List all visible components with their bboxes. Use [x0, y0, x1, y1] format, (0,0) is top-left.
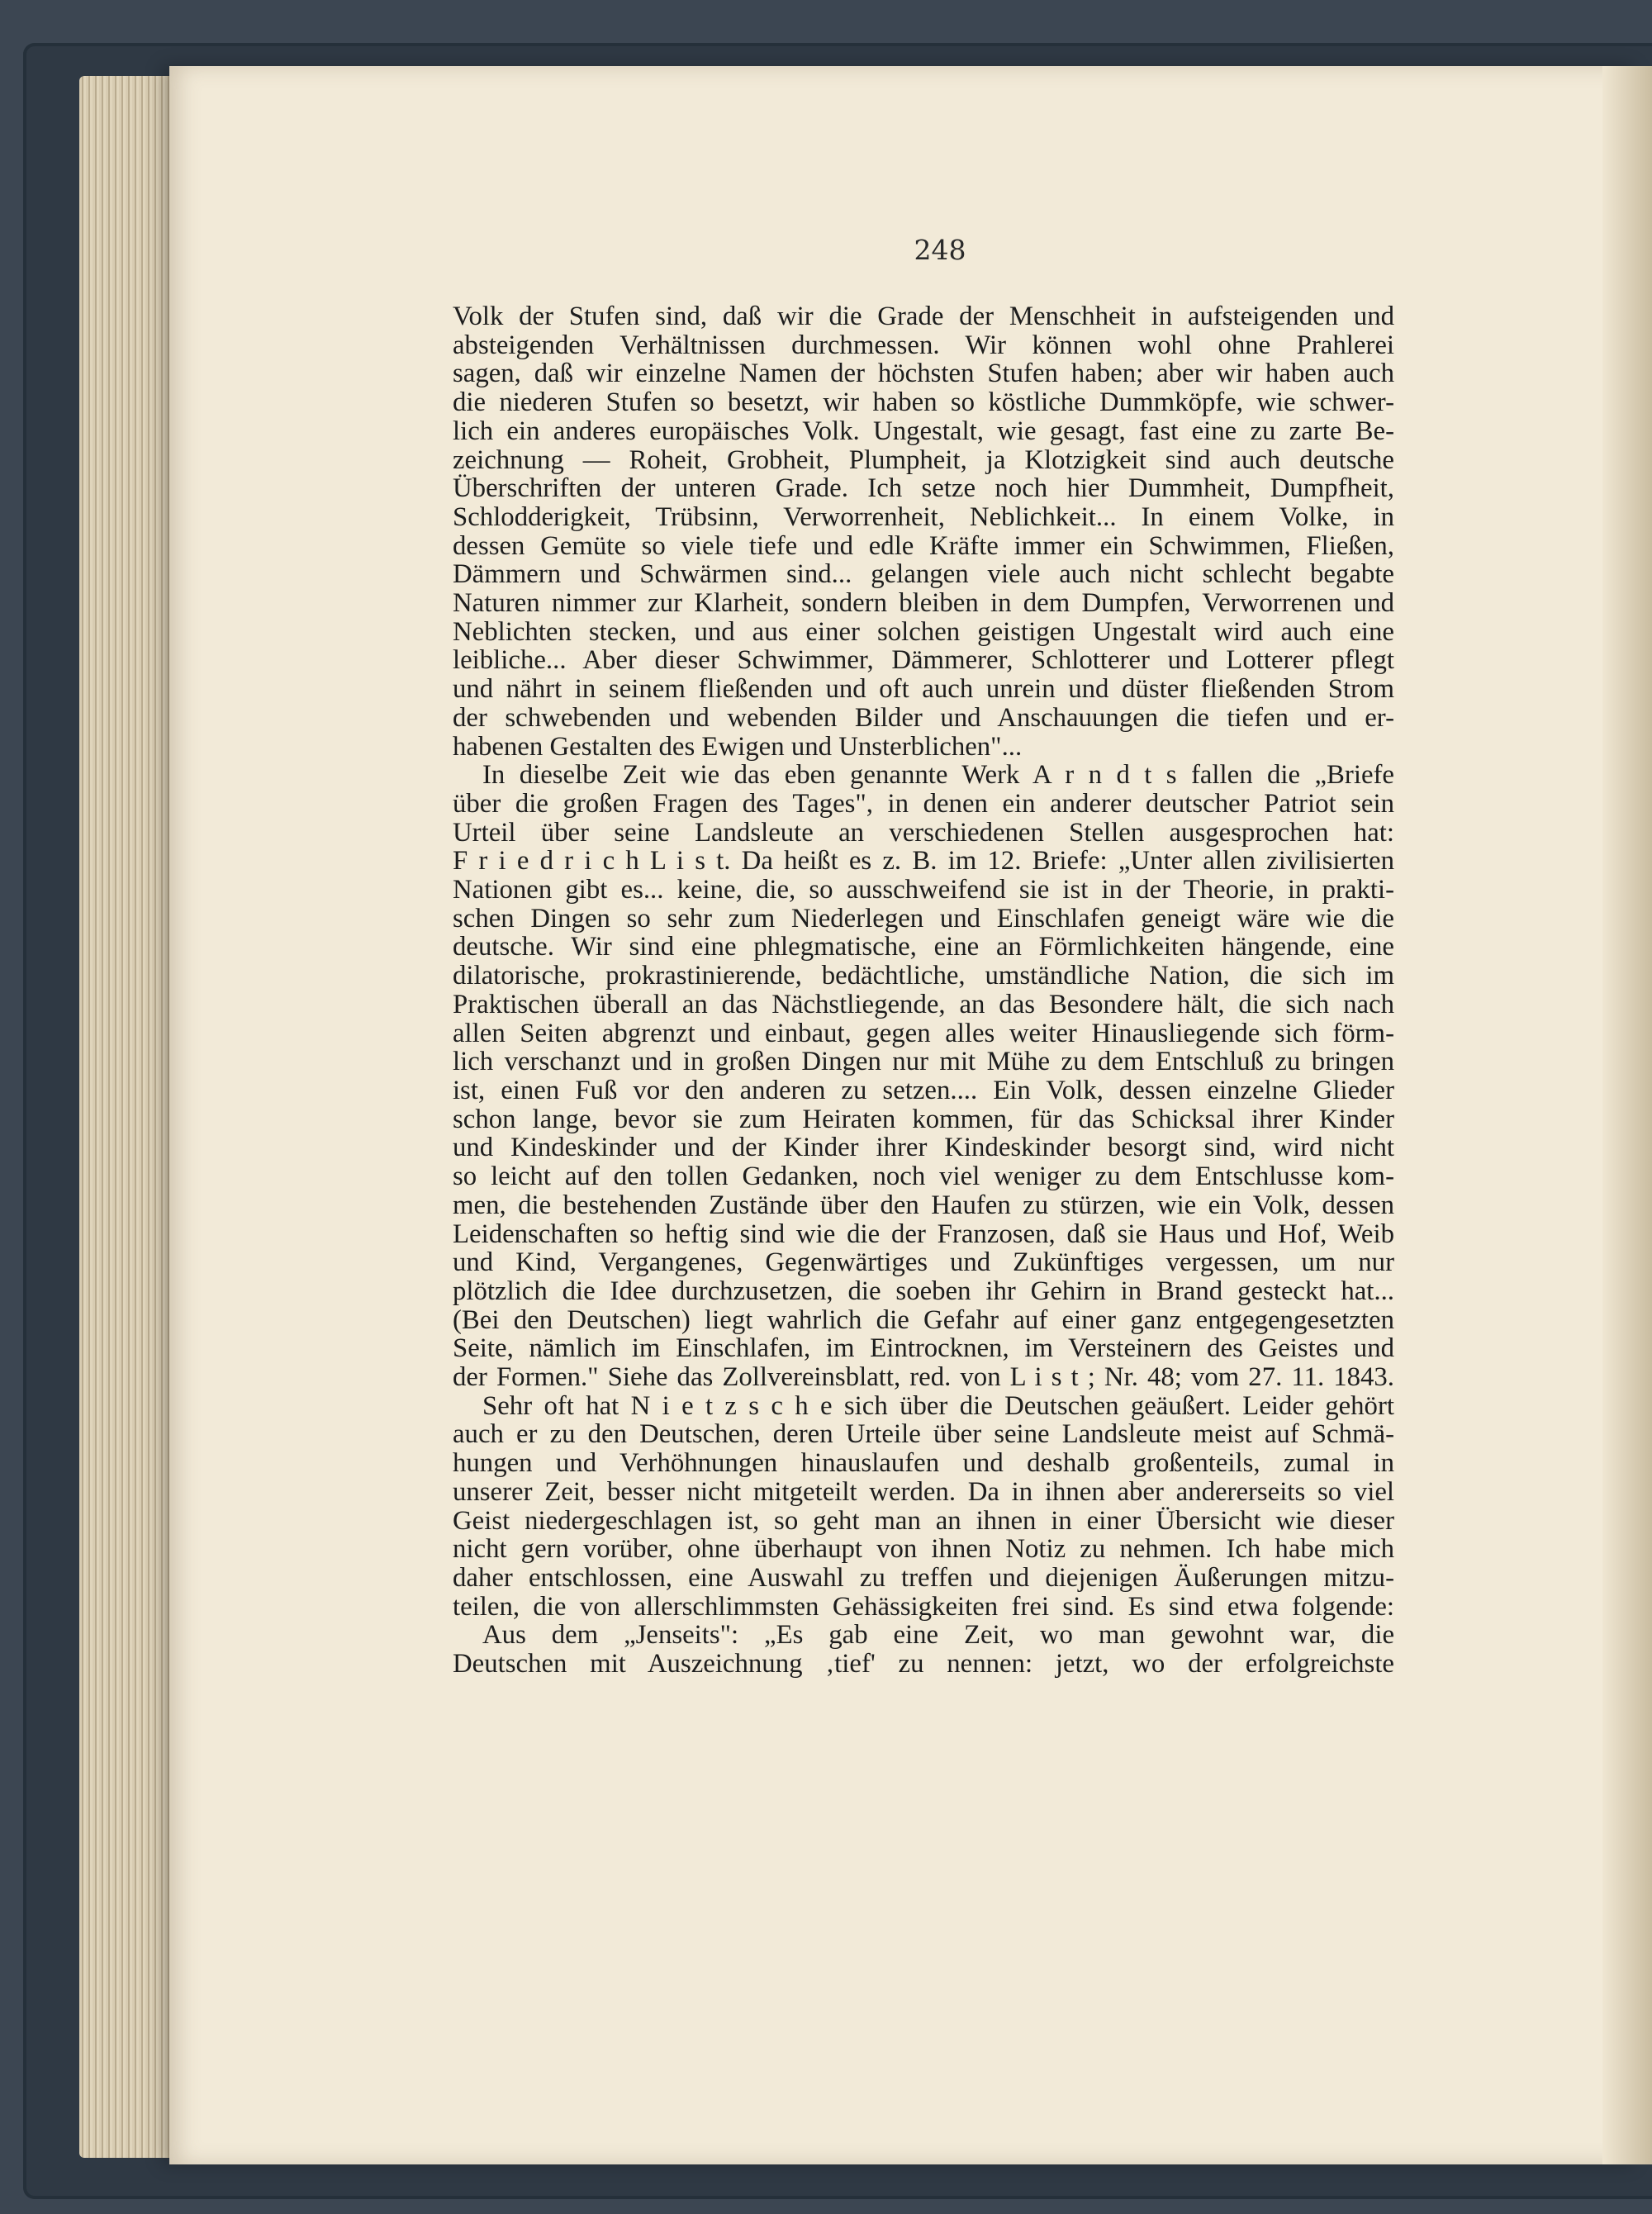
text-line: ist, einen Fuß vor den anderen zu setzen.... Ein Volk, dessen einzelne Glieder — [453, 1075, 1394, 1105]
text-line: lich ein anderes europäisches Volk. Ungestalt, wie gesagt, fast eine zu zarte Be- — [453, 416, 1394, 446]
text-line: Nationen gibt es... keine, die, so ausschweifend sie ist in der Theorie, in prakti- — [453, 875, 1394, 905]
text-line: teilen, die von allerschlimmsten Gehässigkeiten frei sind. Es sind etwa folgende: — [453, 1591, 1394, 1622]
text-line: (Bei den Deutschen) liegt wahrlich die Gefahr auf einer ganz entgegengesetzten — [453, 1304, 1394, 1335]
text-line: men, die bestehenden Zustände über den Haufen zu stürzen, wie ein Volk, dessen — [453, 1190, 1394, 1220]
body-text — [453, 302, 1394, 1679]
text-line: Aus dem „Jenseits": „Es gab eine Zeit, wo man gewohnt war, die — [482, 1620, 1394, 1651]
text-line: der schwebenden und webenden Bilder und Anschauungen die tiefen und er- — [453, 702, 1394, 733]
text-line: allen Seiten abgrenzt und einbaut, gegen alles weiter Hinausliegende sich förm- — [453, 1018, 1394, 1048]
text-line: Dämmern und Schwärmen sind... gelangen viele auch nicht schlecht begabte — [453, 559, 1394, 590]
text-line: unserer Zeit, besser nicht mitgeteilt werden. Da in ihnen aber andererseits so viel — [453, 1476, 1394, 1507]
text-line: Deutschen mit Auszeichnung ‚tief' zu nennen: jetzt, wo der erfolgreichste — [453, 1649, 1394, 1680]
text-line: dilatorische, prokrastinierende, bedächtliche, umständliche Nation, die sich im — [453, 961, 1394, 991]
text-line: und nährt in seinem fließenden und oft auch unrein und düster fließenden Strom — [453, 674, 1394, 705]
text-line: so leicht auf den tollen Gedanken, noch viel weniger zu dem Entschlusse kom- — [453, 1162, 1394, 1192]
text-line: Leidenschaften so heftig sind wie die der Franzosen, daß sie Haus und Hof, Weib — [453, 1219, 1394, 1249]
text-line: deutsche. Wir sind eine phlegmatische, eine an Förmlichkeiten hängende, eine — [453, 932, 1394, 962]
text-line: leibliche... Aber dieser Schwimmer, Dämmerer, Schlotterer und Lotterer pflegt — [453, 645, 1394, 676]
text-line: absteigenden Verhältnissen durchmessen. Wir können wohl ohne Prahlerei — [453, 330, 1394, 360]
text-line: Geist niedergeschlagen ist, so geht man an ihnen in einer Übersicht wie dieser — [453, 1505, 1394, 1536]
text-line: hungen und Verhöhnungen hinauslaufen und deshalb großenteils, zumal in — [453, 1448, 1394, 1479]
text-line: sagen, daß wir einzelne Namen der höchsten Stufen haben; aber wir haben auch — [453, 359, 1394, 389]
text-line: schen Dingen so sehr zum Niederlegen und Einschlafen geneigt wäre wie die — [453, 903, 1394, 934]
text-line: plötzlich die Idee durchzusetzen, die soeben ihr Gehirn in Brand gesteckt hat... — [453, 1276, 1394, 1306]
text-line: lich verschanzt und in großen Dingen nur mit Mühe zu dem Entschluß zu bringen — [453, 1047, 1394, 1077]
text-line: dessen Gemüte so viele tiefe und edle Kräfte immer ein Schwimmen, Fließen, — [453, 530, 1394, 561]
text-line: schon lange, bevor sie zum Heiraten kommen, für das Schicksal ihrer Kinder — [453, 1104, 1394, 1134]
text-line: Überschriften der unteren Grade. Ich setze noch hier Dummheit, Dumpfheit, — [453, 473, 1394, 504]
text-line: und Kindeskinder und der Kinder ihrer Kindeskinder besorgt sind, wird nicht — [453, 1133, 1394, 1163]
text-line: auch er zu den Deutschen, deren Urteile über seine Landsleute meist auf Schmä- — [453, 1419, 1394, 1450]
text-line: nicht gern vorüber, ohne überhaupt von ihnen Notiz zu nehmen. Ich habe mich — [453, 1534, 1394, 1565]
text-line: und Kind, Vergangenes, Gegenwärtiges und Zukünftiges vergessen, um nur — [453, 1247, 1394, 1278]
text-line: Volk der Stufen sind, daß wir die Grade der Menschheit in aufsteigenden und — [453, 302, 1394, 331]
text-line: Schlodderigkeit, Trübsinn, Verworrenheit, Neblichkeit... In einem Volke, in — [453, 501, 1394, 532]
book-gutter — [1602, 66, 1652, 2164]
text-line: habenen Gestalten des Ewigen und Unsterblichen"... — [453, 731, 1023, 762]
text-line: Urteil über seine Landsleute an verschiedenen Stellen ausgesprochen hat: — [453, 817, 1394, 848]
text-line: Naturen nimmer zur Klarheit, sondern bleiben in dem Dumpfen, Verworrenen und — [453, 588, 1394, 619]
text-line: In dieselbe Zeit wie das eben genannte Werk A r n d t s fallen die „Briefe — [482, 760, 1394, 791]
text-line: Neblichten stecken, und aus einer solchen geistigen Ungestalt wird auch eine — [453, 616, 1394, 647]
text-line: F r i e d r i c h L i s t. Da heißt es z. B. im 12. Briefe: „Unter allen zivilisierten — [453, 846, 1394, 877]
text-line: Praktischen überall an das Nächstliegende, an das Besondere hält, die sich nach — [453, 989, 1394, 1019]
text-line: Sehr oft hat N i e t z s c h e sich über die Deutschen geäußert. Leider gehört — [482, 1390, 1394, 1421]
page-number: 248 — [914, 234, 966, 266]
text-line: daher entschlossen, eine Auswahl zu treffen und diejenigen Äußerungen mitzu- — [453, 1562, 1394, 1593]
text-line: zeichnung — Roheit, Grobheit, Plumpheit, ja Klotzigkeit sind auch deutsche — [453, 444, 1394, 475]
text-line: Seite, nämlich im Einschlafen, im Eintrocknen, im Versteinern des Geistes und — [453, 1333, 1394, 1364]
text-line: die niederen Stufen so besetzt, wir haben so köstliche Dummköpfe, wie schwer- — [453, 387, 1394, 418]
text-line: der Formen." Siehe das Zollvereinsblatt, red. von L i s t ; Nr. 48; vom 27. 11. 1843. — [453, 1362, 1394, 1393]
text-line: über die großen Fragen des Tages", in denen ein anderer deutscher Patriot sein — [453, 788, 1394, 819]
